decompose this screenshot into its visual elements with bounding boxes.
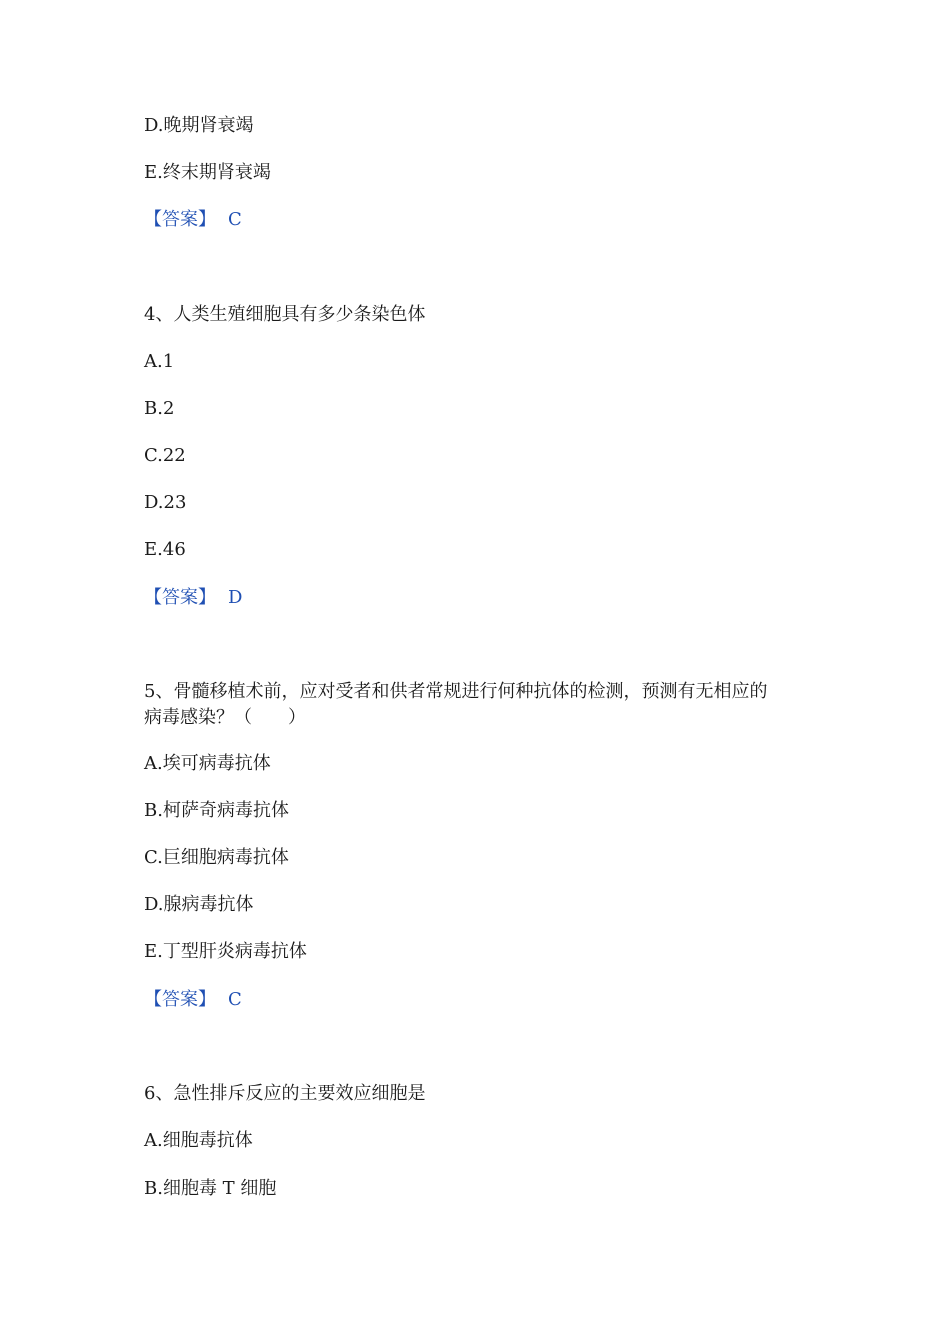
q4-option-e: E.46 [144,539,186,560]
q5-option-d: D.腺病毒抗体 [144,894,254,915]
q6-question: 6、急性排斥反应的主要效应细胞是 [144,1083,426,1104]
q5-option-c: C.巨细胞病毒抗体 [144,847,289,868]
q4-question: 4、人类生殖细胞具有多少条染色体 [144,304,426,325]
answer-value: C [228,209,242,230]
answer-label: 【答案】 [144,989,216,1010]
q4-option-d: D.23 [144,492,187,513]
q4-answer [144,587,242,609]
answer-label: 【答案】 [144,587,216,608]
q5-question-line1: 5、骨髓移植术前，应对受者和供者常规进行何种抗体的检测，预测有无相应的 [144,681,768,702]
q3-option-e: E.终末期肾衰竭 [144,162,271,183]
q3-option-d: D.晚期肾衰竭 [144,115,254,136]
q4-option-c: C.22 [144,445,186,466]
q5-option-a: A.埃可病毒抗体 [144,753,271,774]
answer-value: D [228,587,243,608]
q6-option-a: A.细胞毒抗体 [144,1130,253,1151]
q6-option-b: B.细胞毒 T 细胞 [144,1178,277,1199]
q4-option-b: B.2 [144,398,175,419]
answer-value: C [228,989,242,1010]
q5-option-b: B.柯萨奇病毒抗体 [144,800,289,821]
q5-answer [144,989,242,1011]
q5-question-line2: 病毒感染？（ ） [144,707,306,728]
q3-answer [144,209,242,231]
q5-option-e: E.丁型肝炎病毒抗体 [144,941,307,962]
answer-label: 【答案】 [144,209,216,230]
q4-option-a: A.1 [144,351,175,372]
